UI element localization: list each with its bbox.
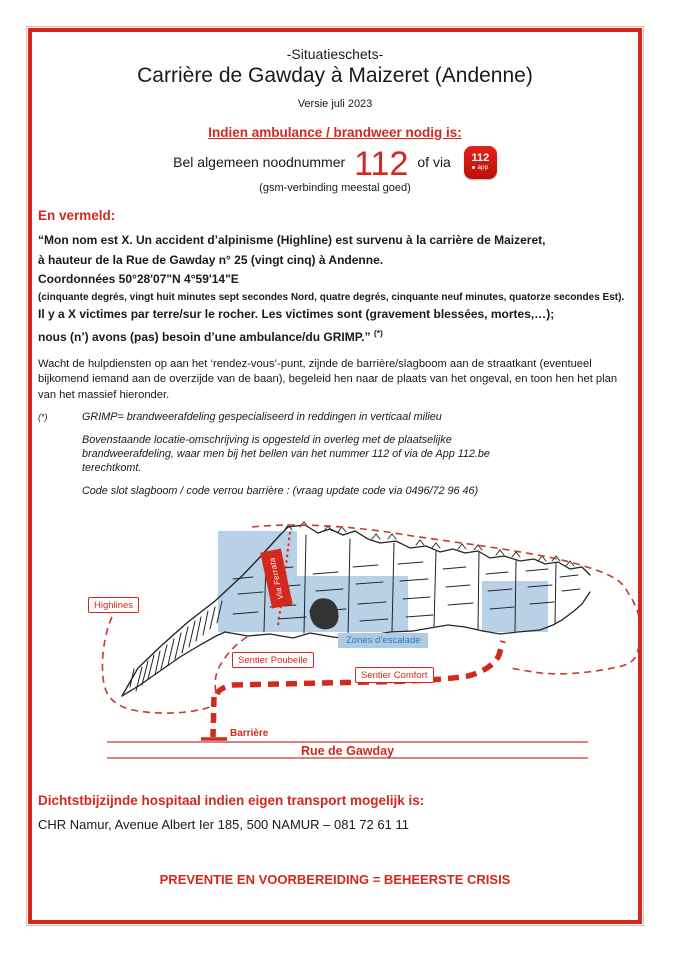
footnote-location: Bovenstaande locatie-omschrijving is opgesteld in overleg met de plaatselijke brandweerafdeling, waar men bij het bellen van het nummer 112 of via de App 112.be terechtkomt. (82, 434, 490, 474)
prevention-slogan: PREVENTIE EN VOORBEREIDING = BEHEERSTE CRISIS (159, 872, 511, 887)
footnote-code: Code slot slagboom / code verrou barrière : (vraag update code via 0496/72 96 46) (82, 485, 479, 497)
app-112-icon: 112 app (464, 146, 497, 179)
script-line-coordinates: Coordonnées 50°28'07"N 4°59'14"E (38, 272, 239, 286)
gsm-note: (gsm-verbinding meestal goed) (259, 182, 411, 194)
via-ferrata-label: Via Ferrata (260, 548, 292, 608)
version-label: Versie juli 2023 (297, 98, 373, 110)
document-subtitle: -Situatieschets- (286, 46, 384, 62)
footnote-ref: (*) (373, 328, 383, 338)
emergency-script (38, 231, 632, 348)
document-frame (28, 28, 642, 924)
emergency-call-line (38, 145, 632, 183)
page-title: Carrière de Gawday à Maizeret (Andenne) (137, 64, 533, 87)
highlines-label: Highlines (88, 597, 139, 613)
hospital-address: CHR Namur, Avenue Albert Ier 185, 500 NAMUR – 081 72 61 11 (38, 817, 409, 832)
footnote-grimp: GRIMP= brandweerafdeling gespecialiseerd in reddingen in verticaal milieu (82, 411, 442, 423)
wait-instructions: Wacht de hulpdiensten op aan het ‘rendez-vous’-punt, zijnde de barrière/slagboom aan de straatkant (eventueel bijkomend iemand aan de overzijde van de baan), begeleid hen naar de plaats van het ongeval, en toon hen het plan van het massief hieronder. (38, 357, 618, 401)
rue-de-gawday-label: Rue de Gawday (300, 744, 395, 758)
script-line: à hauteur de la Rue de Gawday n° 25 (vingt cinq) à Andenne. (38, 252, 384, 267)
footnote-marker: (*) (38, 412, 48, 422)
script-line: Il y a X victimes par terre/sur le rocher. Les victimes sont (gravement blessées, mortes,…); (38, 306, 555, 321)
script-line: “Mon nom est X. Un accident d’alpinisme (Highline) est survenu à la carrière de Maizeret, (38, 233, 546, 247)
call-prefix: Bel algemeen noodnummer (173, 154, 346, 170)
sentier-poubelle-label: Sentier Poubelle (232, 652, 314, 668)
script-line-coordinates-spelled: (cinquante degrés, vingt huit minutes sept secondes Nord, quatre degrés, cinquante neuf minutes, quatorze secondes Est). (38, 291, 625, 303)
emergency-number: 112 (354, 145, 409, 183)
dot-icon (472, 166, 475, 169)
script-line: nous (n’) avons (pas) besoin d’une ambulance/du GRIMP.” (*) (38, 328, 383, 344)
barriere-label: Barrière (230, 728, 269, 739)
sentier-comfort-label: Sentier Comfort (355, 667, 434, 683)
footnotes (38, 410, 632, 498)
zones-escalade-label: Zones d’escalade (338, 633, 428, 648)
quarry-sketch (38, 519, 640, 781)
mention-heading: En vermeld: (38, 208, 116, 223)
emergency-heading: Indien ambulance / brandweer nodig is: (208, 125, 462, 140)
call-suffix: of via (417, 154, 451, 170)
hospital-heading: Dichtstbijzijnde hospitaal indien eigen transport mogelijk is: (38, 793, 425, 808)
situation-sketch (38, 519, 632, 781)
